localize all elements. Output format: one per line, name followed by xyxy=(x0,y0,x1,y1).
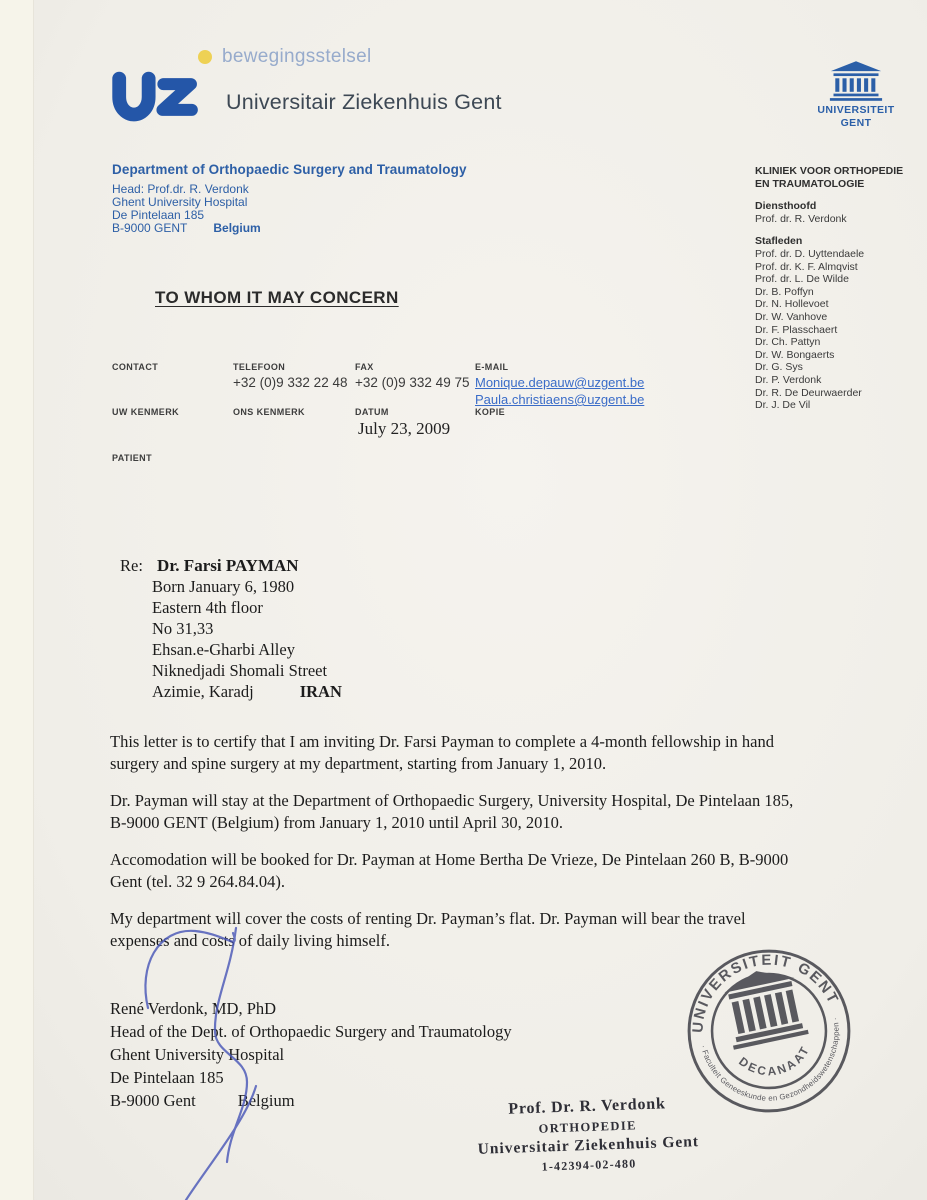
head-name: Prof. dr. R. Verdonk xyxy=(755,212,847,225)
address-line: No 31,33 xyxy=(152,619,214,638)
ugent-wordmark-line2: GENT xyxy=(840,116,872,129)
staff-member: Prof. dr. D. Uyttendaele xyxy=(755,247,865,260)
body-paragraph: Dr. Payman will stay at the Department of Orthopaedic Surgery, University Hospital, De Pintelaan 185, B-9000 GENT (Belgium) from January 1, 2010 until April 30, 2010. xyxy=(110,791,794,832)
address-city-line xyxy=(152,681,342,702)
seal-bottom-text: · Faculteit Geneeskunde en Gezondheidswetenschappen · xyxy=(698,1016,841,1103)
stamp-specialty: ORTHOPEDIE xyxy=(538,1118,638,1136)
staff-member: Prof. dr. K. F. Almqvist xyxy=(755,260,858,273)
re-label: Re: xyxy=(120,556,143,575)
signer-street: De Pintelaan 185 xyxy=(110,1068,224,1087)
staff-member: Dr. R. De Deurwaerder xyxy=(755,386,862,399)
department-head: Head: Prof.dr. R. Verdonk xyxy=(112,182,249,196)
staff-member: Dr. F. Plasschaert xyxy=(755,323,838,336)
department-city-line xyxy=(112,222,467,235)
staff-member: Prof. dr. L. De Wilde xyxy=(755,273,849,286)
signer-hospital: Ghent University Hospital xyxy=(110,1045,285,1064)
contact-label: CONTACT xyxy=(112,362,159,372)
head-label: Diensthoofd xyxy=(755,200,817,213)
staff-member: Dr. N. Hollevoet xyxy=(755,298,829,311)
kopie-label: KOPIE xyxy=(475,407,506,417)
datum-label: DATUM xyxy=(355,407,389,417)
stamp-hospital: Universitair Ziekenhuis Gent xyxy=(477,1133,700,1158)
clinic-title-line1: KLINIEK VOOR ORTHOPEDIE xyxy=(755,165,904,177)
salutation-heading: TO WHOM IT MAY CONCERN xyxy=(155,288,399,307)
email-link-2[interactable]: Paula.christiaens@uzgent.be xyxy=(475,392,645,407)
clinic-sidebar xyxy=(755,165,923,412)
address-line: Eastern 4th floor xyxy=(152,598,263,617)
ugent-logo xyxy=(800,60,912,129)
signer-country: Belgium xyxy=(237,1091,295,1110)
email-label: E-MAIL xyxy=(475,362,509,372)
stamp-name: Prof. Dr. R. Verdonk xyxy=(508,1095,666,1118)
department-country: Belgium xyxy=(213,221,261,235)
telefoon-label: TELEFOON xyxy=(233,362,286,372)
tagline-text: bewegingsstelsel xyxy=(222,46,372,67)
body-paragraph: Accomodation will be booked for Dr. Payman at Home Bertha De Vrieze, De Pintelaan 260 B, B-9000 Gent (tel. 32 9 264.84.04). xyxy=(110,850,789,891)
name-stamp xyxy=(447,1093,729,1178)
seal-top-text: UNIVERSITEIT GENT xyxy=(690,952,842,1034)
signer-name: René Verdonk, MD, PhD xyxy=(110,999,277,1018)
address-line: Ehsan.e-Gharbi Alley xyxy=(152,640,295,659)
tagline-row xyxy=(198,46,372,68)
fax-label: FAX xyxy=(355,362,374,372)
signer-city: B-9000 Gent xyxy=(110,1091,196,1110)
ugent-wordmark-line1: UNIVERSITEIT xyxy=(817,104,895,116)
department-title: Department of Orthopaedic Surgery and Traumatology xyxy=(112,162,467,177)
tagline-dot-icon xyxy=(198,50,212,64)
scan-edge-band xyxy=(0,0,34,1200)
address-line: Niknedjadi Shomali Street xyxy=(152,661,328,680)
ugent-temple-icon xyxy=(829,60,883,102)
address-city: Azimie, Karadj xyxy=(152,682,254,701)
staff-member: Dr. W. Bongaerts xyxy=(755,348,835,361)
handwritten-signature xyxy=(100,900,400,1200)
body-paragraph: This letter is to certify that I am inviting Dr. Farsi Payman to complete a 4-month fellowship in hand surgery and spine surgery at my department, starting from January 1, 2010. xyxy=(110,732,774,773)
department-city: B-9000 GENT xyxy=(112,221,188,235)
patient-name: Dr. Farsi PAYMAN xyxy=(157,556,299,575)
department-street: De Pintelaan 185 xyxy=(112,208,205,222)
re-name-line xyxy=(120,555,342,576)
email-link-1[interactable]: Monique.depauw@uzgent.be xyxy=(475,375,645,390)
department-hospital: Ghent University Hospital xyxy=(112,195,248,209)
decanaat-seal-stamp xyxy=(668,930,870,1132)
stamp-number: 1-42394-02-480 xyxy=(541,1156,637,1174)
uw-kenmerk-label: UW KENMERK xyxy=(112,407,179,417)
patient-label: PATIENT xyxy=(112,453,152,463)
address-country: IRAN xyxy=(299,682,342,701)
staff-member: Dr. W. Vanhove xyxy=(755,310,828,323)
re-address-block xyxy=(120,555,342,702)
body-paragraph: My department will cover the costs of renting Dr. Payman’s flat. Dr. Payman will bear the travel expenses and costs of daily living himself. xyxy=(110,909,746,950)
staff-member: Dr. B. Poffyn xyxy=(755,285,814,298)
ons-kenmerk-label: ONS KENMERK xyxy=(233,407,305,417)
clinic-title-line2: EN TRAUMATOLOGIE xyxy=(755,177,865,190)
seal-inner-text: DECANAAT xyxy=(736,1042,813,1079)
staff-member: Dr. P. Verdonk xyxy=(755,373,822,386)
uz-hospital-logo-icon xyxy=(110,70,202,129)
telefoon-value: +32 (0)9 332 22 48 xyxy=(233,375,348,390)
signer-title: Head of the Dept. of Orthopaedic Surgery and Traumatology xyxy=(110,1022,512,1041)
staff-member: Dr. G. Sys xyxy=(755,361,803,374)
datum-value: July 23, 2009 xyxy=(358,419,451,438)
staff-member: Dr. Ch. Pattyn xyxy=(755,336,821,349)
address-line: Born January 6, 1980 xyxy=(152,577,295,596)
department-block xyxy=(112,163,467,235)
staff-label: Stafleden xyxy=(755,235,803,248)
hospital-name: Universitair Ziekenhuis Gent xyxy=(226,90,502,114)
staff-member: Dr. J. De Vil xyxy=(755,399,811,412)
fax-value: +32 (0)9 332 49 75 xyxy=(355,375,470,390)
